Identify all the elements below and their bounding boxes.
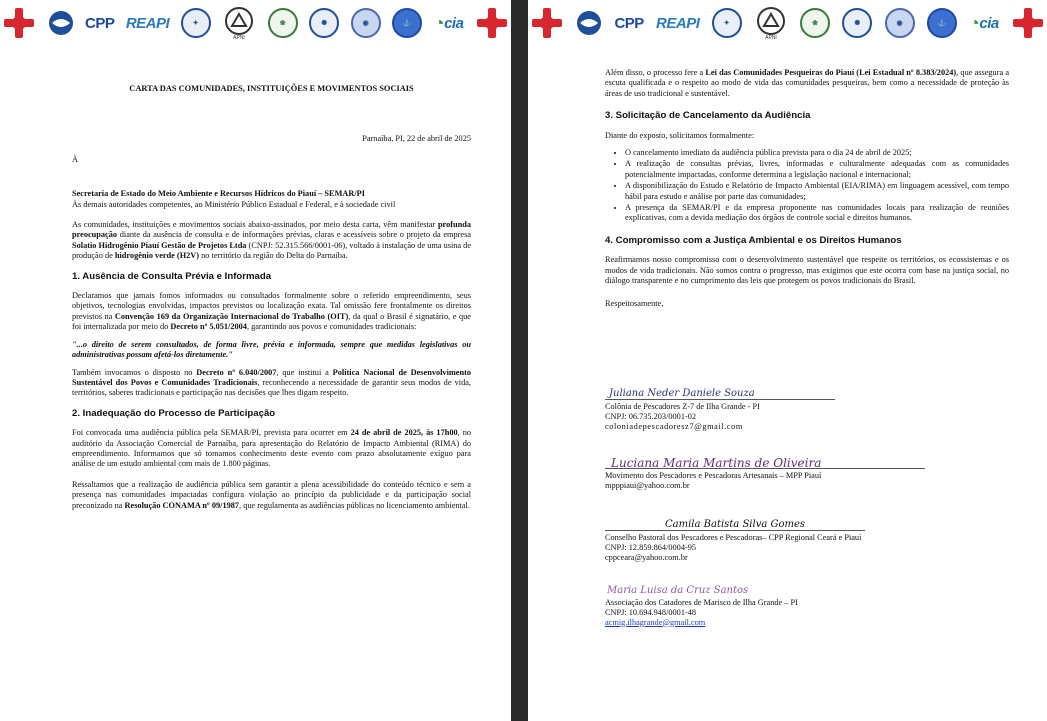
addressee-prefix: À <box>72 154 78 164</box>
cross-logo-icon <box>1011 6 1045 40</box>
list-item: • A realização de consultas prévias, livres, informadas e culturalmente adequadas com as comunidades potencialmente impactadas, conforme determina a legislação nacional e internacional; <box>625 159 1009 180</box>
globe-logo-icon <box>576 10 602 36</box>
law-paragraph: Além disso, o processo fere a Lei das Comunidades Pesqueiras do Piauí (Lei Estadual nº 8.383/2024), que assegura a escuta qualificada e o respeito ao modo de vida das comunidades pesqueiras, bem como a necessidade de proteção às áreas de uso tradicional e sustentável. <box>605 68 1010 98</box>
section-3-intro: Diante do exposto, solicitamos formalmente: <box>605 130 755 140</box>
cross-logo-icon <box>475 6 509 40</box>
signatory-org: Associação dos Catadores de Marisco de Ilha Grande – PI <box>605 598 798 608</box>
signatory-org: Colônia de Pescadores Z-7 de Ilha Grande - PI <box>605 402 760 412</box>
blue-seal-icon: ✺ <box>309 8 339 38</box>
letter-page-1 <box>0 0 511 721</box>
colonia-seal-icon: ⚓ <box>927 8 957 38</box>
signatory-email: cppceara@yahoo.com.br <box>605 552 688 562</box>
signature-block-4 <box>605 586 798 627</box>
eia-logo: ◔ cia <box>433 12 464 33</box>
section-3-heading: 3. Solicitação de Cancelamento da Audiência <box>605 110 811 122</box>
signatory-email-link[interactable]: acmig.ilhagrande@gmail.com <box>605 617 706 627</box>
list-item: • O cancelamento imediato da audiência pública prevista para o dia 24 de abril de 2025; <box>625 148 1009 158</box>
requests-list <box>605 148 1009 224</box>
section-4-paragraph: Reafirmamos nosso compromisso com o desenvolvimento sustentável que respeite os territórios, os ecossistemas e os modos de vida tradicionais. Não somos contra o progresso, mas exigimos que este ocorra com base na justiça social, no diálogo transparente e no cumprimento das leis que protegem os povos tradicionais do Brasil. <box>605 255 1009 286</box>
blue-seal-icon: ✺ <box>842 8 872 38</box>
letter-body-right <box>605 68 1009 721</box>
signatory-email: coloniadepescadoresz7@gmail.com <box>605 421 743 431</box>
colonia-seal-icon: ⚓ <box>392 8 422 38</box>
letter-body-left <box>72 84 471 518</box>
signatory-org: Movimento dos Pescadores e Pescadoras Artesanais – MPP Piauí <box>605 471 822 481</box>
green-seal-icon: ❀ <box>268 8 298 38</box>
cpp-logo: CPP <box>614 14 644 32</box>
apni-logo <box>754 6 788 40</box>
section-2-paragraph-2: Ressaltamos que a realização de audiência pública sem garantir a plena acessibilidade do conteúdo técnico e sem a presença nas comunidades impactadas configura violação ao princípio da publicidade e da participação social preconizado na Resolução CONAMA nº 09/1987, que regulamenta as audiências públicas no licenciamento ambiental. <box>72 479 471 510</box>
section-1-heading: 1. Ausência de Consulta Prévia e Informada <box>72 270 272 282</box>
place-date: Parnaíba, PI, 22 de abril de 2025 <box>362 134 471 144</box>
eia-logo: ◔ cia <box>969 12 999 33</box>
handwritten-signature: Maria Luisa da Cruz Santos <box>607 585 749 596</box>
letter-page-2 <box>528 0 1047 721</box>
signatory-cnpj: CNPJ: 06.735.203/0001-02 <box>605 412 697 421</box>
signature-line <box>605 530 865 531</box>
reapi-logo: REAPI <box>656 14 700 32</box>
reapi-logo: REAPI <box>125 14 170 32</box>
handwritten-signature: Luciana Maria Martins de Oliveira <box>611 456 822 470</box>
list-item: • A presença da SEMAR/PI e da empresa proponente nas comunidades locais para realização de reuniões explicativas, com a devida mediação dos órgãos de controle social e direitos humanos. <box>625 203 1009 224</box>
signatory-org: Conselho Pastoral dos Pescadores e Pescadoras– CPP Regional Ceará e Piauí <box>605 533 862 543</box>
section-1-paragraph-2: Também invocamos o disposto no Decreto nº 6.040/2007, que institui a Política Nacional de Desenvolvimento Sustentável dos Povos e Comunidades Tradicionais, reconhecendo a necessidade de garantir seus modos de vida, territórios, saberes tradicionais e participação nas decisões que lhes digam respeito. <box>72 367 472 398</box>
signatory-cnpj: CNPJ: 10.694.948/0001-48 <box>605 608 697 617</box>
globe-logo-icon <box>48 10 74 36</box>
apni-logo <box>222 6 256 40</box>
org-seal-icon: ✦ <box>181 8 211 38</box>
svg-text:APNI: APNI <box>765 35 777 40</box>
council-seal-icon: ◉ <box>351 8 381 38</box>
svg-text:APNI: APNI <box>233 35 246 40</box>
section-4-heading: 4. Compromisso com a Justiça Ambiental e os Direitos Humanos <box>605 234 902 246</box>
logo-strip <box>2 4 509 42</box>
cross-logo-icon <box>530 6 564 40</box>
signature-block-1 <box>605 389 835 431</box>
signature-block-2 <box>605 458 925 491</box>
cross-logo-icon <box>2 6 36 40</box>
signatory-cnpj: CNPJ: 12.859.864/0004-95 <box>605 543 697 552</box>
org-seal-icon: ✦ <box>712 8 742 38</box>
section-2-heading: 2. Inadequação do Processo de Participação <box>72 407 276 419</box>
handwritten-signature: Juliana Neder Daniele Souza <box>609 388 755 399</box>
letter-title: CARTA DAS COMUNIDADES, INSTITUIÇÕES E MOVIMENTOS SOCIAIS <box>129 84 414 93</box>
signature-line <box>605 399 835 400</box>
recipient: Secretaria de Estado do Meio Ambiente e Recursos Hídricos do Piauí – SEMAR/PI <box>72 189 365 199</box>
section-2-paragraph: Foi convocada uma audiência pública pela SEMAR/PI, prevista para ocorrer em 24 de abril de 2025, às 17h00, no auditório da Associação Comercial de Parnaíba, para apresentação do Relatório de Impacto Ambiental (RIMA) do empreendimento. Informamos que só tomamos conhecimento deste evento com prazo absolutamente exíguo para análise de um estudo ambiental com mais de 1.800 páginas. <box>72 428 471 469</box>
signature-block-3 <box>605 520 865 562</box>
section-1-quote: "...o direito de serem consultados, de forma livre, prévia e informada, sempre que medidas legislativas ou administrativas possam afetá-los diretamente." <box>72 339 471 360</box>
section-1-paragraph: Declaramos que jamais fomos informados ou consultados formalmente sobre o referido empreendimento, seus objetivos, tecnologias envolvidas, impactos previstos ou localização exata. Tal omissão fere frontalmente os direitos previstos na Convenção 169 da Organização Internacional do Trabalho (OIT), da qual o Brasil é signatário, e que foi internalizada por meio do Decreto nº 5.051/2004, garantindo aos povos e comunidades tradicionais: <box>72 291 471 332</box>
cpp-logo: CPP <box>85 14 115 32</box>
signatory-email: mpppiaui@yahoo.com.br <box>605 481 690 490</box>
council-seal-icon: ◉ <box>885 8 915 38</box>
logo-strip <box>530 4 1045 42</box>
handwritten-signature: Camila Batista Silva Gomes <box>665 519 806 530</box>
intro-paragraph: As comunidades, instituições e movimentos sociais abaixo-assinados, por meio desta carta, vêm manifestar profunda preocupação diante da ausência de consulta e de informações prévias, claras e acessíveis sobre o projeto da empresa Solatio Hidrogênio Piauí Gestão de Projetos Ltda (CNPJ: 52.315.566/0001-06), voltado à instalação de uma usina de produção de hidrogênio verde (H2V) no território da região do Delta do Parnaíba. <box>72 220 472 261</box>
green-seal-icon: ❀ <box>800 8 830 38</box>
list-item: • A disponibilização do Estudo e Relatório de Impacto Ambiental (EIA/RIMA) em linguagem acessível, com tempo hábil para estudo e análise por parte das comunidades; <box>625 181 1009 202</box>
closing: Respeitosamente, <box>605 298 664 308</box>
recipient-cc: Às demais autoridades competentes, ao Ministério Público Estadual e Federal, e à sociedade civil <box>72 199 396 209</box>
